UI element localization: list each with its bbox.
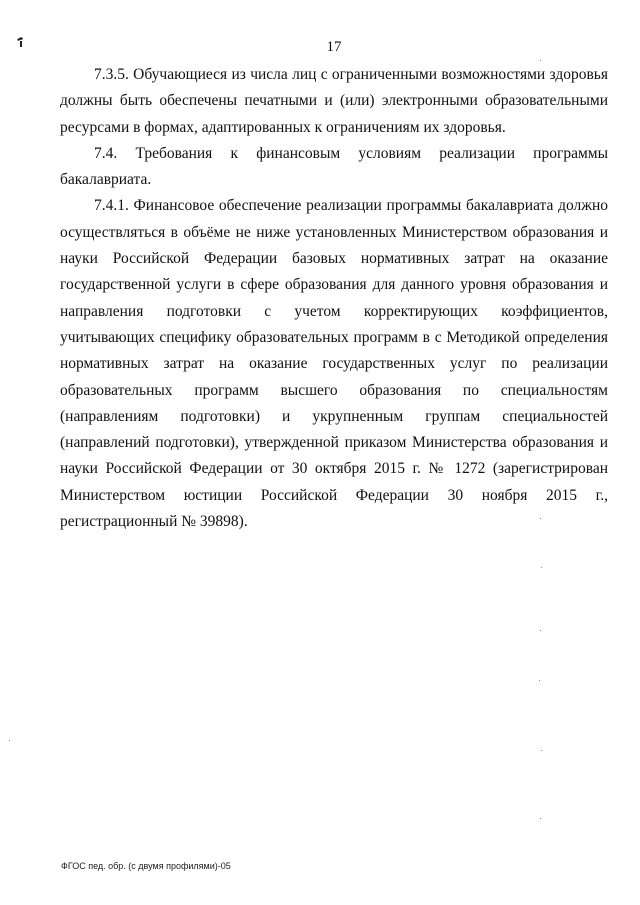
paragraph-7-4-1: 7.4.1. Финансовое обеспечение реализации программы бакалавриата должно осуществляться в объёме не ниже установленных Министерством образования и науки Российской Федерации базовых нормативных затрат на оказание государственной услуги в сфере образования для данного уровня образования и направления подготовки с учетом корректирующих коэффициентов, учитывающих специфику образовательных программ в с Методикой определения нормативных затрат на оказание государственных услуг по реализации образовательных программ высшего образования по специальностям (направлениям подготовки) и укрупненным группам специальностей (направлений подготовки), утвержденной приказом Министерства образования и науки Российской Федерации от 30 октября 2015 г. № 1272 (зарегистрирован Министерством юстиции Российской Федерации 30 ноября 2015 г., регистрационный № 39898).: [60, 197, 608, 531]
scan-speck: [540, 818, 541, 819]
scan-speck: [541, 567, 542, 568]
paragraph-7-4: 7.4. Требования к финансовым условиям реализации программы бакалавриата.: [60, 144, 608, 189]
scan-speck: [539, 680, 540, 681]
document-footer-code: ФГОС пед. обр. (с двумя профилями)-05: [61, 861, 231, 871]
scan-speck: [540, 630, 541, 631]
page-number: 17: [326, 39, 342, 55]
paragraph-7-3-5: 7.3.5. Обучающиеся из числа лиц с ограниченными возможностями здоровья должны быть обеспечены печатными и (или) электронными образовательными ресурсами в формах, адаптированных к ограничениям их здоровья.: [60, 66, 608, 136]
scan-speck: [540, 60, 541, 61]
scan-speck: [9, 740, 10, 741]
scan-speck: [540, 518, 541, 519]
document-body: [60, 62, 608, 535]
scan-speck: [541, 750, 542, 751]
